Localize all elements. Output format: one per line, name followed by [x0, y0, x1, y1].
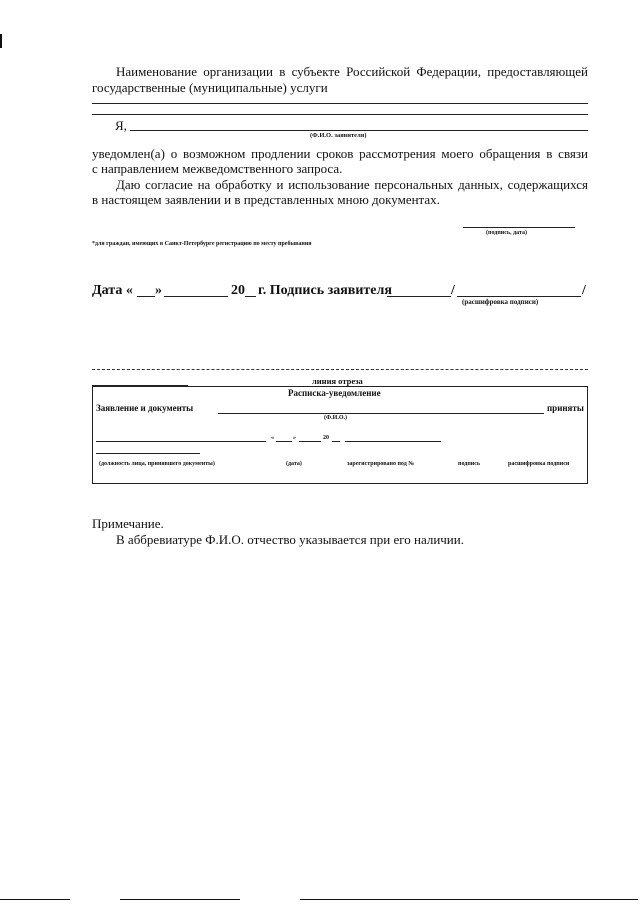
signature-slash: / — [451, 283, 455, 298]
receipt-month-field[interactable] — [299, 441, 321, 442]
note-text: В аббревиатуре Ф.И.О. отчество указывается при его наличии. — [116, 532, 464, 547]
date-year: 20 — [231, 283, 245, 298]
scan-edge-mark-bottom — [120, 899, 240, 900]
signature-slash-end: / — [582, 283, 586, 298]
applicant-fio-field[interactable] — [130, 130, 588, 131]
receipt-accepted: приняты — [547, 403, 584, 413]
applicant-prefix: Я, — [115, 118, 127, 133]
signature-decoding-field[interactable] — [457, 296, 581, 297]
signature-caption: (подпись, дата) — [486, 230, 527, 236]
signature-field[interactable] — [463, 227, 575, 228]
receipt-docs-label: Заявление и документы — [96, 403, 194, 413]
receipt-position-short-line — [96, 453, 200, 454]
note-title: Примечание. — [92, 516, 164, 531]
applicant-signature-label: г. Подпись заявителя — [258, 283, 392, 298]
receipt-reg-field[interactable] — [345, 441, 441, 442]
receipt-day-field[interactable] — [276, 441, 292, 442]
date-day-field[interactable] — [137, 296, 155, 297]
receipt-fio-field[interactable] — [218, 413, 544, 414]
consent-line-2: в настоящем заявлении и в представленных мною документах. — [92, 192, 440, 207]
receipt-year-field[interactable] — [332, 441, 340, 442]
applicant-signature-field[interactable] — [387, 296, 451, 297]
consent-line-1: Даю согласие на обработку и использование персональных данных, содержащихся — [116, 177, 588, 192]
date-month-field[interactable] — [164, 296, 228, 297]
date-quote-close: » — [155, 283, 162, 298]
notice-line-2: с направлением межведомственного запроса. — [92, 161, 343, 176]
org-blank-line-2 — [92, 114, 588, 115]
receipt-fio-caption: (Ф.И.О.) — [324, 415, 347, 421]
receipt-title: Расписка-уведомление — [288, 388, 381, 398]
receipt-year: 20 — [323, 435, 329, 441]
date-label: Дата « — [92, 283, 133, 298]
notice-line-1: уведомлен(а) о возможном продлении сроков рассмотрения моего обращения в связи — [92, 146, 588, 161]
date-year-field[interactable] — [245, 296, 256, 297]
scan-edge-mark — [0, 34, 2, 48]
scan-edge-mark-bottom — [0, 899, 70, 900]
receipt-caption-registered: зарегистрировано под № — [347, 461, 415, 467]
cut-dashed-line — [92, 369, 588, 370]
footnote: *для граждан, имеющих в Санкт-Петербурге регистрацию по месту пребывания — [92, 241, 312, 247]
org-line-1: Наименование организации в субъекте Российской Федерации, предоставляющей — [116, 64, 588, 79]
receipt-position-field[interactable] — [96, 441, 266, 442]
org-line-2: государственные (муниципальные) услуги — [92, 80, 328, 95]
receipt-caption-date: (дата) — [286, 461, 302, 467]
receipt-box — [92, 386, 588, 484]
decoding-caption: (расшифровка подписи) — [462, 298, 539, 306]
applicant-fio-caption: (Ф.И.О. заявителя) — [310, 132, 367, 139]
receipt-quote-open: « — [271, 435, 274, 441]
receipt-quote-close: » — [293, 435, 296, 441]
org-blank-line — [92, 103, 588, 104]
receipt-caption-position: (должность лица, принявшего документы) — [99, 461, 215, 467]
receipt-caption-signature: подпись — [458, 461, 481, 467]
scan-edge-mark-bottom — [300, 899, 638, 900]
receipt-caption-decoding: расшифровка подписи — [508, 461, 570, 467]
cut-line-label: линия отреза — [312, 376, 363, 386]
